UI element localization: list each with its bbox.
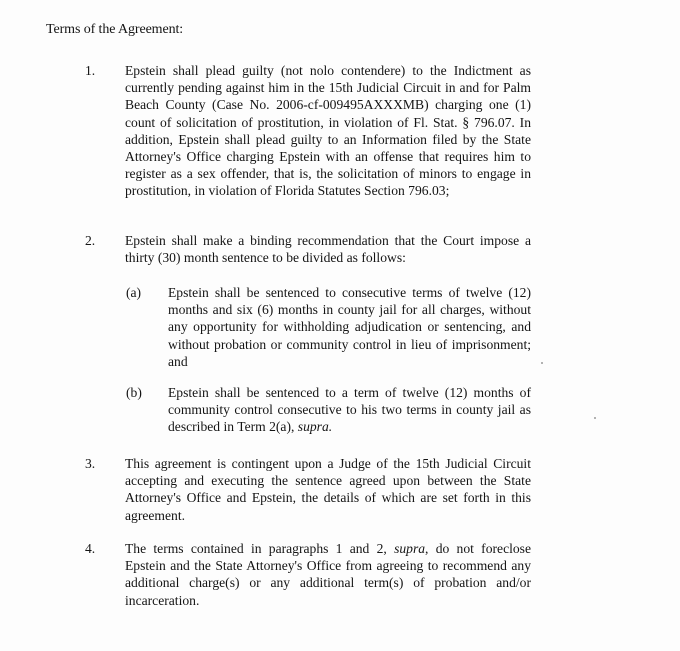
item-number-1: 1.	[85, 63, 96, 78]
subitem-text-b	[168, 384, 531, 436]
section-heading: Terms of the Agreement:	[46, 22, 184, 37]
item-number-4: 4.	[85, 541, 96, 556]
item-text-4-italic: supra	[394, 541, 426, 556]
subitem-label-b: (b)	[126, 385, 142, 400]
item-text-4-after: , do not foreclose Epstein and the State Attorney's Office from agreeing to recommend any additional charge(s) or any additional term(s) of probation and/or incarceration.	[125, 541, 531, 608]
item-text-2: Epstein shall make a binding recommendation that the Court impose a thirty (30) month sentence to be divided as follows:	[125, 233, 531, 266]
subitem-text-b-main: Epstein shall be sentenced to a term of twelve (12) months of community control consecutive to his two terms in county jail as described in Term 2(a),	[168, 385, 531, 435]
item-number-3: 3.	[85, 456, 96, 471]
item-text-4-before: The terms contained in paragraphs 1 and 2,	[125, 541, 395, 556]
item-number-2: 2.	[85, 233, 96, 248]
subitem-text-a: Epstein shall be sentenced to consecutive terms of twelve (12) months and six (6) months in county jail for all charges, without any opportunity for withholding adjudication or sentencing, and without probation or community control in lieu of imprisonment; and	[168, 285, 531, 369]
item-text-4	[125, 540, 531, 609]
item-text-3: This agreement is contingent upon a Judge of the 15th Judicial Circuit accepting and executing the sentence agreed upon between the State Attorney's Office and Epstein, the details of which are set forth in this agreement.	[125, 456, 531, 523]
subitem-text-b-italic: supra.	[297, 419, 333, 435]
item-text-1: Epstein shall plead guilty (not nolo contendere) to the Indictment as currently pending against him in the 15th Judicial Circuit in and for Palm Beach County (Case No. 2006-cf-009495AXXXMB) charging one (1) count of solicitation of prostitution, in violation of Fl. Stat. § 796.07. In addition, Epstein shall plead guilty to an Information filed by the State Attorney's Office charging Epstein with an offense that requires him to register as a sex offender, that is, the solicitation of minors to engage in prostitution, in violation of Florida Statutes Section 796.03;	[125, 63, 531, 199]
subitem-label-a: (a)	[126, 285, 142, 300]
scan-speck	[541, 362, 543, 364]
scan-speck	[594, 417, 596, 419]
